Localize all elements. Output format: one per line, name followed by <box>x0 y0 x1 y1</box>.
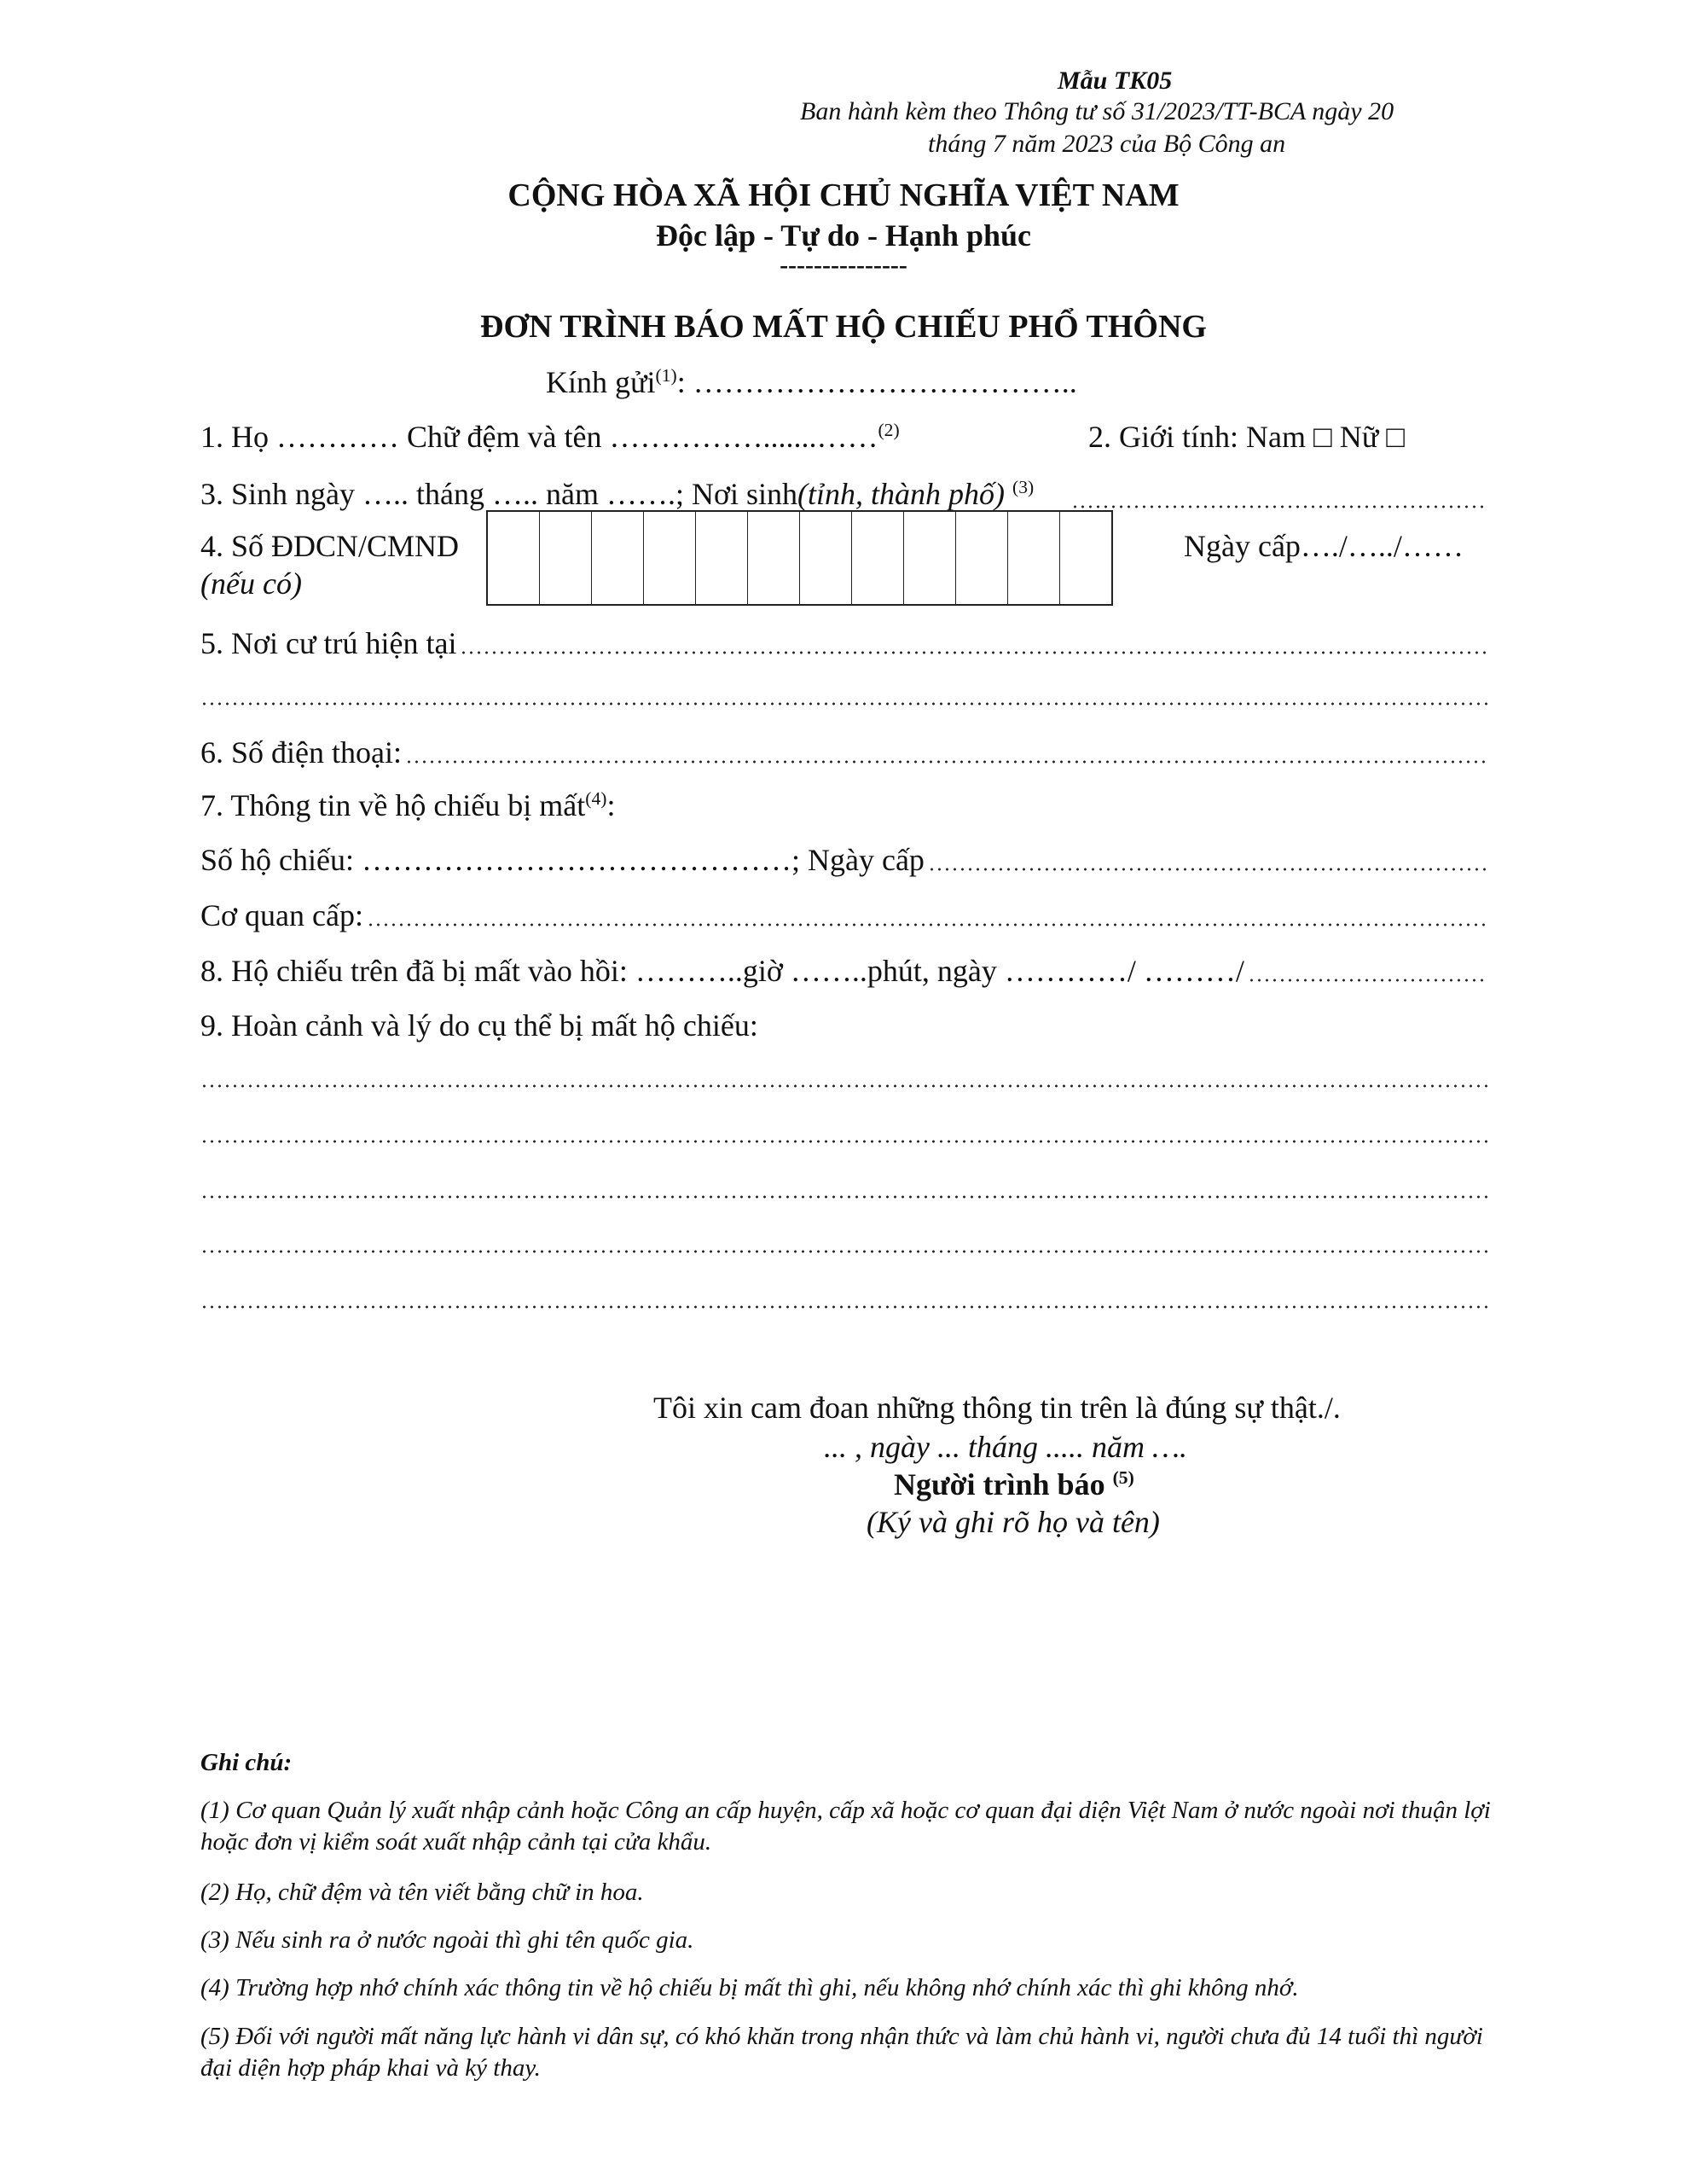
reason-line[interactable] <box>200 1249 1488 1254</box>
issued-line-2: tháng 7 năm 2023 của Bộ Công an <box>928 130 1286 158</box>
signer-title: Người trình báo $^{(5)}$ <box>894 1467 1134 1502</box>
form-code: Mẫu TK05 <box>1058 67 1173 95</box>
field-issuer[interactable]: Cơ quan cấp: <box>200 900 1488 931</box>
field-name[interactable]: 1. Họ ………… Chữ đệm và tên …………….......……$^{(2)}$ <box>200 420 900 454</box>
field-id-date[interactable]: Ngày cấp…./…../…… <box>1184 529 1464 563</box>
field-phone[interactable]: 6. Số điện thoại: <box>200 737 1488 768</box>
field-birth[interactable]: 3. Sinh ngày ….. tháng ….. năm …….; Nơi sinh (tỉnh, thành phố) $^{(3)}$ <box>200 476 1488 513</box>
reason-line[interactable] <box>200 1194 1488 1199</box>
reason-line[interactable] <box>200 1083 1488 1089</box>
field-id-note: (nếu có) <box>200 566 302 601</box>
field-gender[interactable]: 2. Giới tính: Nam □ Nữ □ <box>1088 420 1406 454</box>
footnote-3-marker: (3) <box>1012 477 1035 498</box>
note-item: (1) Cơ quan Quản lý xuất nhập cảnh hoặc Công an cấp huyện, cấp xã hoặc cơ quan đại diện Việt Nam ở nước ngoài nơi thuận lợi hoặc đơn vị kiểm soát xuất nhập cảnh tại cửa khẩu. <box>200 1797 1491 1856</box>
note-item: (5) Đối với người mất năng lực hành vi dân sự, có khó khăn trong nhận thức và làm chủ hành vi, người chưa đủ 14 tuổi thì người đại diện hợp pháp khai và ký thay. <box>200 2023 1483 2082</box>
document-title: ĐƠN TRÌNH BÁO MẤT HỘ CHIẾU PHỔ THÔNG <box>480 309 1207 345</box>
id-number-boxes[interactable] <box>486 510 1113 606</box>
sign-date: ... , ngày ... tháng ..... năm …. <box>824 1430 1187 1464</box>
note-item: (4) Trường hợp nhớ chính xác thông tin về hộ chiếu bị mất thì ghi, nếu không nhớ chính xác thì ghi không nhớ. <box>200 1974 1299 2001</box>
sign-note: (Ký và ghi rõ họ và tên) <box>867 1505 1160 1539</box>
field-passport-number[interactable]: Số hộ chiếu: ……………………………………; Ngày cấp <box>200 845 1488 875</box>
country-name: CỘNG HÒA XÃ HỘI CHỦ NGHĨA VIỆT NAM <box>507 177 1180 213</box>
reason-line[interactable] <box>200 1139 1488 1144</box>
recipient-line: Kính gửi$^{(1)}$: ……………………………….. <box>546 365 1077 399</box>
separator: --------------- <box>780 251 907 279</box>
field-residence[interactable]: 5. Nơi cư trú hiện tại <box>200 628 1488 659</box>
notes-heading: Ghi chú: <box>200 1749 293 1776</box>
pledge: Tôi xin cam đoan những thông tin trên là đúng sự thật./. <box>653 1391 1341 1425</box>
issued-line-1: Ban hành kèm theo Thông tư số 31/2023/TT-BCA ngày 20 <box>800 97 1394 125</box>
field-lost-time[interactable]: 8. Hộ chiếu trên đã bị mất vào hồi: ………..giờ ……..phút, ngày …………/ ………/ <box>200 956 1488 986</box>
note-item: (3) Nếu sinh ra ở nước ngoài thì ghi tên quốc gia. <box>200 1926 694 1954</box>
note-item: (2) Họ, chữ đệm và tên viết bằng chữ in hoa. <box>200 1879 644 1906</box>
dotted-line[interactable] <box>200 701 1488 706</box>
birthplace-hint: (tỉnh, thành phố) $^{(3)}$ <box>797 477 1035 511</box>
motto: Độc lập - Tự do - Hạnh phúc <box>655 218 1032 253</box>
field-id-label: 4. Số ĐDCN/CMND <box>200 529 460 563</box>
reason-line[interactable] <box>200 1304 1488 1310</box>
field-passport-info: 7. Thông tin về hộ chiếu bị mất$^{(4)}$: <box>200 788 616 822</box>
field-reason-label: 9. Hoàn cảnh và lý do cụ thể bị mất hộ chiếu: <box>200 1008 758 1043</box>
